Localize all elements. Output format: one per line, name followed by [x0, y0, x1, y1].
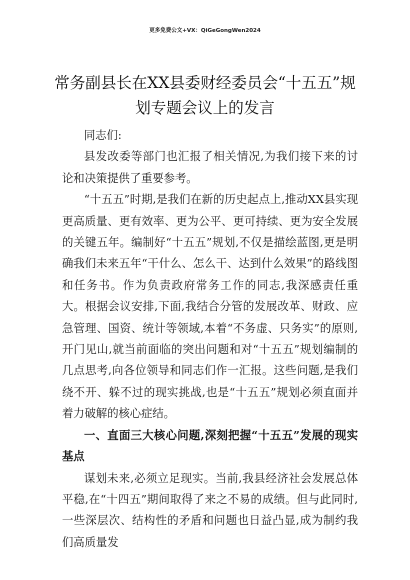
paragraph-1: 县发改委等部门也汇报了相关情况,为我们接下来的讨论和决策提供了重要参考。 [62, 150, 358, 185]
section-paragraph: 谋划未来,必须立足现实。当前,我县经济社会发展总体平稳,在“十四五”期间取得了来之不易的成绩。但与此同时,一些深层次、结构性的矛盾和问题也日益凸显,成为制约我们高质量发 [62, 471, 358, 549]
paragraph-2: “十五五”时期,是我们在新的历史起点上,推动XX县实现更高质量、更有效率、更为公平、更可持续、更为安全发展的关键五年。编制好“十五五”规划,不仅是描绘蓝图,更是明确我们未来五年“干什么、怎么干、达到什么效果”的路线图和任务书。作为负责政府常务工作的同志,我深感责任重大。根据会议安排,下面,我结合分管的发展改革、财政、应急管理、国资、统计等领域,本着“不务虚、只务实”的原则,开门见山,就当前面临的突出问题和对“十五五”规划编制的几点思考,向各位领导和同志们作一汇报。这些问题,是我们绕不开、躲不过的现实挑战,也是“十五五”规划必须直面并着力破解的核心症结。 [62, 193, 358, 421]
document-body [62, 125, 358, 553]
salutation: 同志们: [84, 129, 122, 142]
section-heading: 一、直面三大核心问题,深刻把握“十五五”发展的现实基点 [62, 427, 358, 464]
document-title: 常务副县长在XX县委财经委员会“十五五”规划专题会议上的发言 [54, 74, 356, 117]
header-note: 更多免费公文+VX：QiGeGongWen2024 [149, 28, 261, 34]
